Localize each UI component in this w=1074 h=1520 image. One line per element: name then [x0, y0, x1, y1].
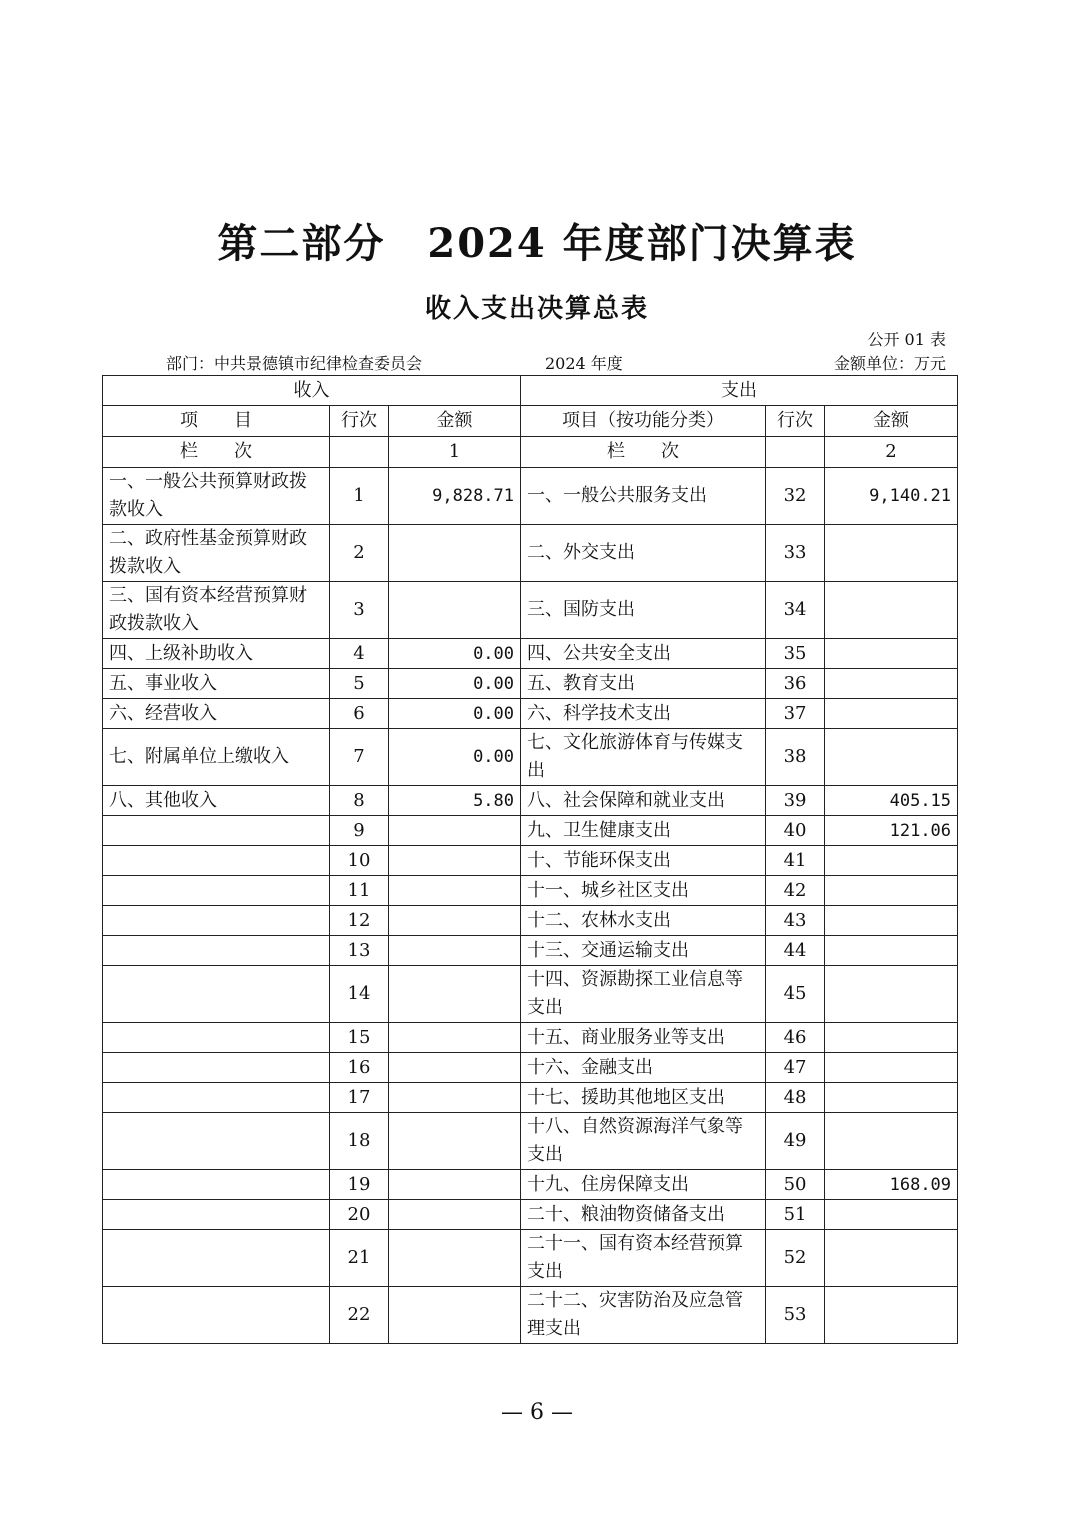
income-row-no-cell: 4	[330, 639, 389, 669]
expense-col-number: 2	[825, 437, 958, 468]
income-amount-cell	[389, 966, 521, 1023]
header-row-top	[103, 376, 958, 406]
income-amount-cell: 5.80	[389, 786, 521, 816]
income-row-no-cell: 11	[330, 876, 389, 906]
income-row-no-cell: 17	[330, 1083, 389, 1113]
income-amount-cell	[389, 1113, 521, 1170]
expense-item-cell: 十二、农林水支出	[521, 906, 766, 936]
expense-amount-header: 金额	[825, 406, 958, 437]
expense-item-cell: 二十、粮油物资储备支出	[521, 1200, 766, 1230]
table-row	[103, 699, 958, 729]
table-row	[103, 876, 958, 906]
expense-amount-cell: 9,140.21	[825, 468, 958, 525]
table-row	[103, 582, 958, 639]
income-row-no-cell: 7	[330, 729, 389, 786]
expense-row-no-cell: 36	[766, 669, 825, 699]
expense-item-cell: 八、社会保障和就业支出	[521, 786, 766, 816]
income-amount-cell	[389, 906, 521, 936]
income-row-no-cell: 21	[330, 1230, 389, 1287]
table-row	[103, 1200, 958, 1230]
income-amount-cell	[389, 816, 521, 846]
table-row	[103, 639, 958, 669]
expense-amount-cell	[825, 1083, 958, 1113]
table-row	[103, 729, 958, 786]
income-item-cell: 三、国有资本经营预算财政拨款收入	[103, 582, 330, 639]
income-amount-cell	[389, 582, 521, 639]
expense-item-cell: 十四、资源勘探工业信息等支出	[521, 966, 766, 1023]
income-row-no-cell: 9	[330, 816, 389, 846]
income-item-cell: 二、政府性基金预算财政拨款收入	[103, 525, 330, 582]
income-row-no-cell: 10	[330, 846, 389, 876]
income-amount-cell	[389, 1023, 521, 1053]
expense-item-cell: 十六、金融支出	[521, 1053, 766, 1083]
expense-amount-cell	[825, 906, 958, 936]
income-amount-cell	[389, 1170, 521, 1200]
expense-item-cell: 七、文化旅游体育与传媒支出	[521, 729, 766, 786]
expense-row-no-cell: 35	[766, 639, 825, 669]
income-amount-cell	[389, 1083, 521, 1113]
expense-item-cell: 十八、自然资源海洋气象等支出	[521, 1113, 766, 1170]
income-col-label: 栏 次	[103, 437, 330, 468]
income-item-cell	[103, 1230, 330, 1287]
expense-row-no-cell: 48	[766, 1083, 825, 1113]
expense-row-no-cell: 51	[766, 1200, 825, 1230]
expense-amount-cell: 405.15	[825, 786, 958, 816]
expense-item-cell: 十九、住房保障支出	[521, 1170, 766, 1200]
expense-item-cell: 九、卫生健康支出	[521, 816, 766, 846]
table-row	[103, 1083, 958, 1113]
income-header: 收入	[103, 376, 521, 406]
income-item-cell	[103, 1023, 330, 1053]
expense-item-cell: 五、教育支出	[521, 669, 766, 699]
table-row	[103, 1113, 958, 1170]
income-row-no-cell: 13	[330, 936, 389, 966]
table-row	[103, 966, 958, 1023]
expense-amount-cell	[825, 1230, 958, 1287]
table-code: 公开 01 表	[867, 330, 946, 349]
expense-row-no-cell: 40	[766, 816, 825, 846]
income-amount-header: 金额	[389, 406, 521, 437]
income-item-cell	[103, 816, 330, 846]
expense-item-cell: 六、科学技术支出	[521, 699, 766, 729]
income-item-cell	[103, 846, 330, 876]
expense-item-cell: 四、公共安全支出	[521, 639, 766, 669]
income-row-no-cell: 6	[330, 699, 389, 729]
income-item-cell	[103, 936, 330, 966]
income-amount-cell	[389, 846, 521, 876]
table-title: 收入支出决算总表	[424, 294, 649, 324]
income-item-cell	[103, 876, 330, 906]
income-item-cell: 五、事业收入	[103, 669, 330, 699]
table-row	[103, 1023, 958, 1053]
income-row-no-cell: 14	[330, 966, 389, 1023]
table-row	[103, 669, 958, 699]
income-item-cell: 八、其他收入	[103, 786, 330, 816]
income-amount-cell: 0.00	[389, 729, 521, 786]
income-item-cell	[103, 1200, 330, 1230]
income-item-cell	[103, 1113, 330, 1170]
income-row-no-cell: 22	[330, 1287, 389, 1344]
expense-amount-cell	[825, 699, 958, 729]
expense-amount-cell	[825, 669, 958, 699]
expense-row-no-cell: 37	[766, 699, 825, 729]
expense-row-no-cell: 45	[766, 966, 825, 1023]
income-col-number: 1	[389, 437, 521, 468]
income-amount-cell	[389, 1230, 521, 1287]
income-row-no-cell: 5	[330, 669, 389, 699]
income-row-no-cell: 19	[330, 1170, 389, 1200]
header-row-columns	[103, 406, 958, 437]
expense-row-no-cell: 38	[766, 729, 825, 786]
expense-amount-cell	[825, 936, 958, 966]
expense-item-header: 项目（按功能分类）	[521, 406, 766, 437]
expense-row-no-cell: 47	[766, 1053, 825, 1083]
expense-row-no-header: 行次	[766, 406, 825, 437]
expense-row-no-cell: 52	[766, 1230, 825, 1287]
expense-row-no-cell: 34	[766, 582, 825, 639]
table-row	[103, 1230, 958, 1287]
income-row-no-header: 行次	[330, 406, 389, 437]
expense-amount-cell	[825, 582, 958, 639]
income-amount-cell: 0.00	[389, 699, 521, 729]
income-expense-table	[102, 375, 958, 1344]
expense-row-no-cell: 46	[766, 1023, 825, 1053]
income-row-no-cell: 2	[330, 525, 389, 582]
header-row-col-numbers	[103, 437, 958, 468]
expense-row-no-cell: 44	[766, 936, 825, 966]
income-amount-cell	[389, 1200, 521, 1230]
income-row-no-cell: 18	[330, 1113, 389, 1170]
expense-row-no-cell: 39	[766, 786, 825, 816]
expense-item-cell: 十七、援助其他地区支出	[521, 1083, 766, 1113]
income-amount-cell: 0.00	[389, 639, 521, 669]
page-number: — 6 —	[501, 1400, 573, 1425]
income-amount-cell	[389, 876, 521, 906]
income-item-cell: 一、一般公共预算财政拨款收入	[103, 468, 330, 525]
expense-row-no-cell: 32	[766, 468, 825, 525]
income-amount-cell: 0.00	[389, 669, 521, 699]
expense-row-no-cell: 33	[766, 525, 825, 582]
expense-amount-cell	[825, 876, 958, 906]
expense-row-no-cell: 43	[766, 906, 825, 936]
expense-col-blank	[766, 437, 825, 468]
expense-amount-cell	[825, 1053, 958, 1083]
income-item-cell	[103, 966, 330, 1023]
income-item-header: 项 目	[103, 406, 330, 437]
expense-row-no-cell: 41	[766, 846, 825, 876]
expense-amount-cell: 121.06	[825, 816, 958, 846]
expense-row-no-cell: 50	[766, 1170, 825, 1200]
income-row-no-cell: 20	[330, 1200, 389, 1230]
expense-item-cell: 十、节能环保支出	[521, 846, 766, 876]
expense-item-cell: 二、外交支出	[521, 525, 766, 582]
expense-item-cell: 十五、商业服务业等支出	[521, 1023, 766, 1053]
page-title: 第二部分 2024 年度部门决算表	[217, 220, 857, 267]
expense-amount-cell	[825, 639, 958, 669]
income-amount-cell: 9,828.71	[389, 468, 521, 525]
table-row	[103, 816, 958, 846]
table-row	[103, 846, 958, 876]
table-row	[103, 936, 958, 966]
expense-amount-cell	[825, 525, 958, 582]
income-item-cell	[103, 1083, 330, 1113]
expense-row-no-cell: 49	[766, 1113, 825, 1170]
income-item-cell	[103, 1053, 330, 1083]
income-item-cell: 七、附属单位上缴收入	[103, 729, 330, 786]
income-row-no-cell: 1	[330, 468, 389, 525]
income-amount-cell	[389, 525, 521, 582]
income-amount-cell	[389, 1287, 521, 1344]
income-item-cell	[103, 1287, 330, 1344]
expense-amount-cell	[825, 966, 958, 1023]
expense-header: 支出	[521, 376, 958, 406]
expense-item-cell: 二十二、灾害防治及应急管理支出	[521, 1287, 766, 1344]
expense-amount-cell	[825, 729, 958, 786]
income-amount-cell	[389, 1053, 521, 1083]
expense-col-label: 栏 次	[521, 437, 766, 468]
income-col-blank	[330, 437, 389, 468]
income-row-no-cell: 12	[330, 906, 389, 936]
expense-item-cell: 二十一、国有资本经营预算支出	[521, 1230, 766, 1287]
income-row-no-cell: 16	[330, 1053, 389, 1083]
income-row-no-cell: 15	[330, 1023, 389, 1053]
income-amount-cell	[389, 936, 521, 966]
expense-amount-cell	[825, 1200, 958, 1230]
expense-amount-cell	[825, 846, 958, 876]
table-row	[103, 1053, 958, 1083]
expense-amount-cell	[825, 1113, 958, 1170]
year-label: 2024 年度	[545, 354, 623, 373]
income-item-cell	[103, 1170, 330, 1200]
department-label: 部门：中共景德镇市纪律检查委员会	[166, 354, 423, 373]
income-row-no-cell: 3	[330, 582, 389, 639]
table-row	[103, 468, 958, 525]
income-row-no-cell: 8	[330, 786, 389, 816]
expense-amount-cell: 168.09	[825, 1170, 958, 1200]
expense-amount-cell	[825, 1287, 958, 1344]
unit-label: 金额单位：万元	[833, 354, 946, 373]
table-row	[103, 1287, 958, 1344]
expense-row-no-cell: 42	[766, 876, 825, 906]
expense-item-cell: 一、一般公共服务支出	[521, 468, 766, 525]
table-row	[103, 786, 958, 816]
income-item-cell	[103, 906, 330, 936]
table-row	[103, 906, 958, 936]
expense-item-cell: 三、国防支出	[521, 582, 766, 639]
expense-row-no-cell: 53	[766, 1287, 825, 1344]
expense-amount-cell	[825, 1023, 958, 1053]
income-item-cell: 四、上级补助收入	[103, 639, 330, 669]
expense-item-cell: 十三、交通运输支出	[521, 936, 766, 966]
table-row	[103, 1170, 958, 1200]
income-item-cell: 六、经营收入	[103, 699, 330, 729]
expense-item-cell: 十一、城乡社区支出	[521, 876, 766, 906]
table-row	[103, 525, 958, 582]
